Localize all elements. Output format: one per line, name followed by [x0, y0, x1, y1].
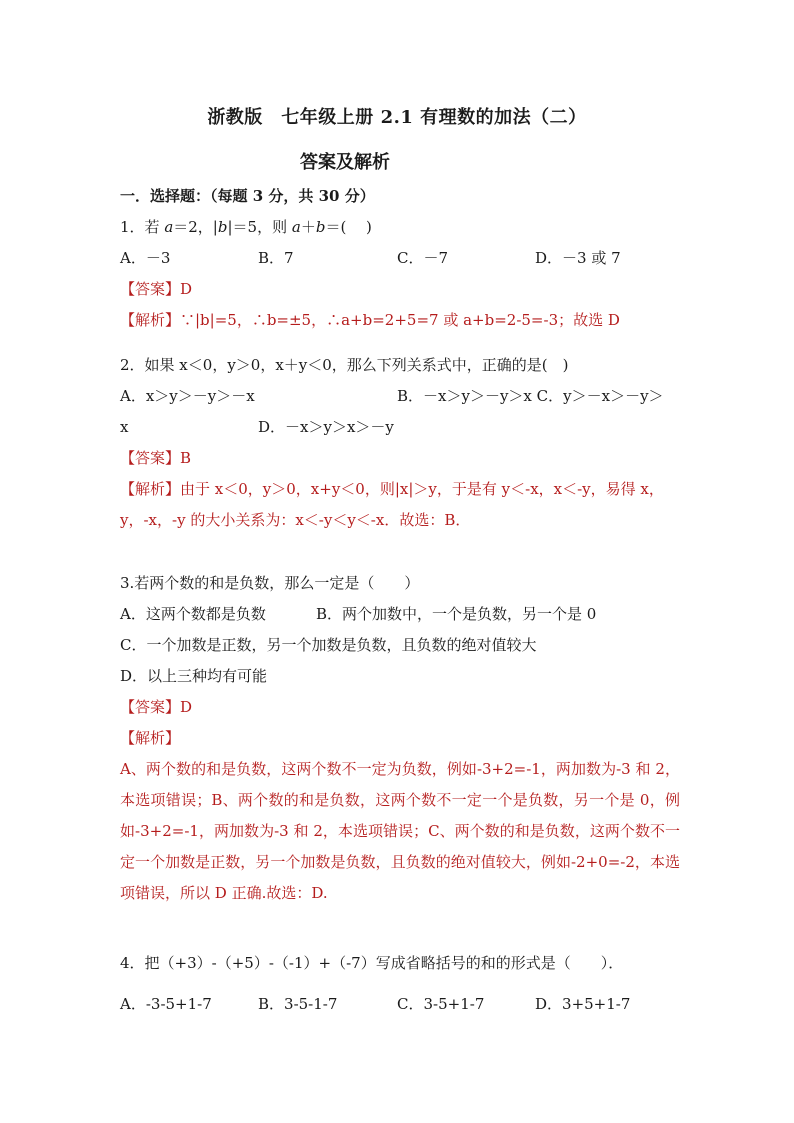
- q4-option-d: D．3+5+1-7: [535, 995, 631, 1013]
- q4-option-a: A．-3-5+1-7: [120, 995, 212, 1013]
- q1-option-a: A．－3: [120, 249, 171, 267]
- q3-stem: 3.若两个数的和是负数，那么一定是（ ）: [120, 574, 420, 592]
- q2-analysis-line1: 【解析】由于 x＜0，y＞0，x+y＜0，则|x|＞y，于是有 y＜-x，x＜-y，易得 x，: [120, 480, 664, 498]
- q1-option-c: C．－7: [397, 249, 449, 267]
- q2-option-bc: B．－x＞y＞－y＞x C．y＞－x＞－y＞: [397, 387, 664, 405]
- q3-analysis-label: 【解析】: [120, 729, 181, 747]
- q3-option-c: C．一个加数是正数，另一个加数是负数，且负数的绝对值较大: [120, 636, 537, 654]
- q1-stem: 1．若 a＝2，|b|＝5，则 a＋b＝( ): [120, 218, 372, 236]
- q1-option-d: D．－3 或 7: [535, 249, 621, 267]
- q3-option-b: B．两个加数中，一个是负数，另一个是 0: [316, 605, 597, 623]
- q2-answer: 【答案】B: [120, 449, 192, 467]
- q2-option-a: A．x＞y＞－y＞－x: [120, 387, 255, 405]
- q1-option-b: B．7: [258, 249, 294, 267]
- q2-analysis-line2: y，-x，-y 的大小关系为：x＜-y＜y＜-x．故选：B．: [120, 511, 471, 529]
- q3-analysis-body: A、两个数的和是负数，这两个数不一定为负数，例如-3+2=-1，两加数为-3 和 2，本选项错误；B、两个数的和是负数，这两个数不一定一个是负数，另一个是 0，例如-3+2=-1，两加数为-3 和 2，本选项错误；C、两个数的和是负数，这两个数不一定一个加数是正数，另一个加数是负数，且负数的绝对值较大，例如-2+0=-2，本选项错误，所以 D 正确.故选：D.: [120, 760, 680, 902]
- q3-option-a: A．这两个数都是负数: [120, 605, 266, 623]
- q2-option-c-continuation: x: [120, 418, 129, 436]
- q4-option-c: C．3-5+1-7: [397, 995, 485, 1013]
- q4-stem: 4．把（+3）-（+5）-（-1）+（-7）写成省略括号的和的形式是（ ）．: [120, 954, 624, 972]
- q3-option-d: D．以上三种均有可能: [120, 667, 268, 685]
- document-title: 浙教版 七年级上册 2.1 有理数的加法（二）: [207, 107, 587, 128]
- q1-answer: 【答案】D: [120, 280, 193, 298]
- q2-stem: 2．如果 x＜0，y＞0，x＋y＜0，那么下列关系式中，正确的是( ): [120, 356, 569, 374]
- q2-option-d: D．－x＞y＞x＞－y: [258, 418, 394, 436]
- q3-answer: 【答案】D: [120, 698, 193, 716]
- document-subtitle: 答案及解析: [300, 152, 390, 173]
- q1-analysis: 【解析】∵|b|=5，∴b=±5，∴a+b=2+5=7 或 a+b=2-5=-3；故选 D: [120, 311, 620, 329]
- section-heading: 一．选择题：（每题 3 分，共 30 分）: [120, 187, 375, 205]
- q4-option-b: B．3-5-1-7: [258, 995, 338, 1013]
